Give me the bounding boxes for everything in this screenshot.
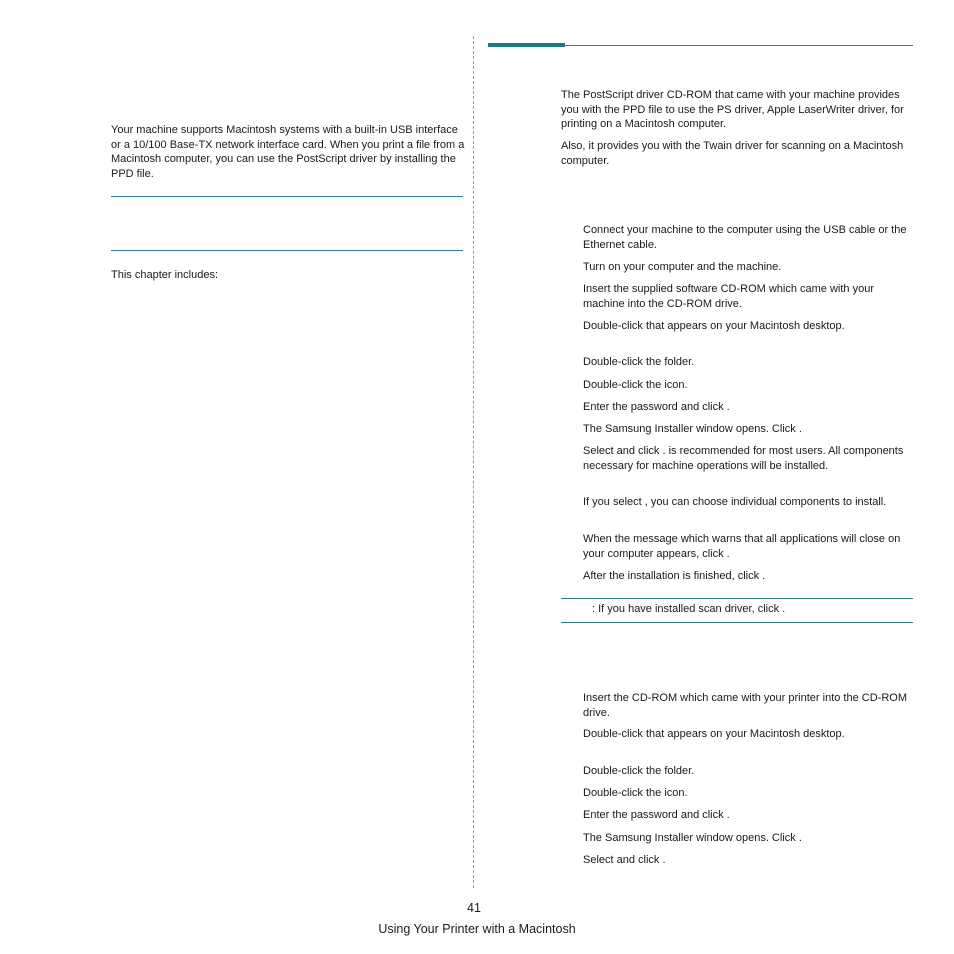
install-step: The Samsung Installer window opens. Click . bbox=[583, 423, 802, 435]
install-step: Double-click the icon. bbox=[583, 379, 688, 391]
uninstall-step: Enter the password and click . bbox=[583, 809, 730, 821]
column-divider bbox=[473, 36, 474, 888]
uninstall-step: The Samsung Installer window opens. Click . bbox=[583, 832, 802, 844]
right-intro-paragraph-1: The PostScript driver CD-ROM that came with your machine provides you with the PPD file to use the PS driver, Apple LaserWriter driver, for printing on a Macintosh computer. bbox=[561, 89, 904, 130]
install-step: When the message which warns that all applications will close on your computer appears, click . bbox=[583, 533, 901, 560]
left-rule-bottom bbox=[111, 250, 463, 251]
install-step: Double-click the folder. bbox=[583, 356, 695, 368]
install-step: Double-click that appears on your Macintosh desktop. bbox=[583, 320, 845, 332]
section-header-rule bbox=[565, 45, 913, 46]
chapter-includes-label: This chapter includes: bbox=[111, 269, 218, 281]
uninstall-step: Select and click . bbox=[583, 854, 666, 866]
footer-title: Using Your Printer with a Macintosh bbox=[378, 922, 576, 936]
uninstall-step: Insert the CD-ROM which came with your printer into the CD-ROM drive. bbox=[583, 692, 907, 719]
section-header-accent-bar bbox=[488, 43, 565, 47]
install-step: Select and click . is recommended for most users. All components necessary for machine operations will be installed. bbox=[583, 445, 904, 472]
page-number: 41 bbox=[467, 901, 481, 915]
uninstall-step: Double-click that appears on your Macintosh desktop. bbox=[583, 728, 845, 740]
left-rule-top bbox=[111, 196, 463, 197]
install-step: After the installation is finished, click . bbox=[583, 570, 766, 582]
note-rule-top bbox=[561, 598, 913, 599]
install-step: Turn on your computer and the machine. bbox=[583, 261, 782, 273]
right-intro-paragraph-2: Also, it provides you with the Twain driver for scanning on a Macintosh computer. bbox=[561, 140, 904, 167]
left-intro-paragraph: Your machine supports Macintosh systems with a built-in USB interface or a 10/100 Base-TX network interface card. When you print a file from a Macintosh computer, you can use the PostScript driver by installing the PPD file. bbox=[111, 124, 465, 180]
install-step: Connect your machine to the computer using the USB cable or the Ethernet cable. bbox=[583, 224, 907, 251]
note-rule-bottom bbox=[561, 622, 913, 623]
install-step: Enter the password and click . bbox=[583, 401, 730, 413]
install-step: Insert the supplied software CD-ROM which came with your machine into the CD-ROM drive. bbox=[583, 283, 874, 310]
install-step: If you select , you can choose individual components to install. bbox=[583, 496, 887, 508]
uninstall-step: Double-click the icon. bbox=[583, 787, 688, 799]
note-text: : If you have installed scan driver, click . bbox=[592, 603, 786, 615]
uninstall-step: Double-click the folder. bbox=[583, 765, 695, 777]
